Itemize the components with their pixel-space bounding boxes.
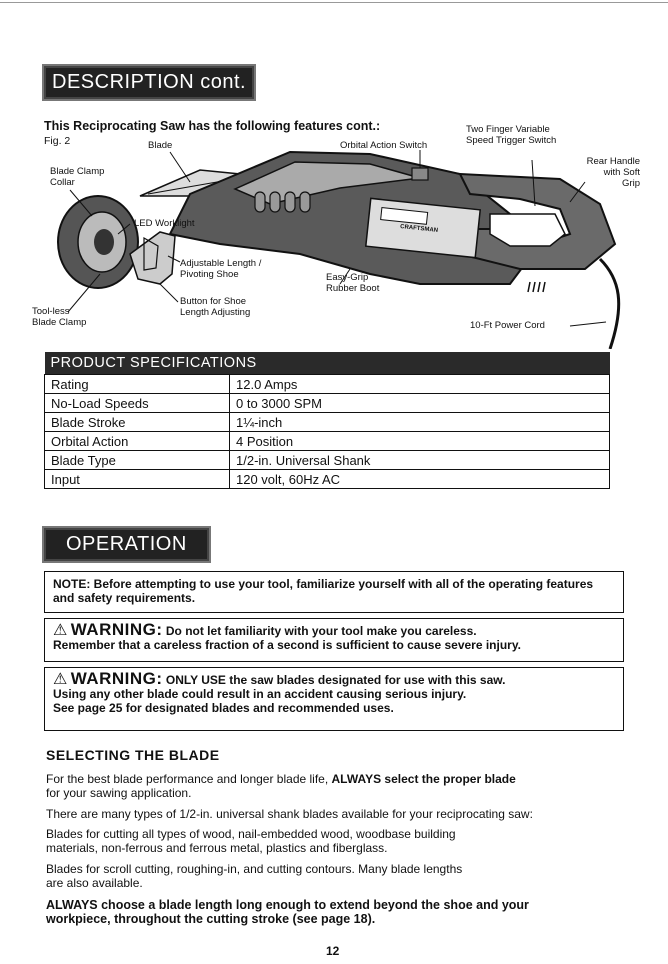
table-row xyxy=(45,375,610,394)
features-intro: This Reciprocating Saw has the following features cont.: xyxy=(44,119,381,133)
fig-label: Fig. 2 xyxy=(44,135,71,147)
spec-value: 120 volt, 60Hz AC xyxy=(230,470,610,489)
warning-heading: WARNING: xyxy=(70,669,163,688)
label-boot: Easy-Grip Rubber Boot xyxy=(326,272,380,294)
spec-name: Blade Stroke xyxy=(45,413,230,432)
label-rear-handle: Rear Handle with Soft Grip xyxy=(586,156,640,189)
spec-value: 12.0 Amps xyxy=(230,375,610,394)
selecting-paragraph-4: Blades for scroll cutting, roughing-in, and cutting contours. Many blade lengths are also available. xyxy=(46,862,463,890)
spec-name: Input xyxy=(45,470,230,489)
table-row xyxy=(45,432,610,451)
warning-lead: Do not let familiarity with your tool make you careless. xyxy=(165,624,477,638)
label-shoe-button: Button for Shoe Length Adjusting xyxy=(180,296,251,318)
warning-box-2 xyxy=(44,667,624,731)
warning-text-2: See page 25 for designated blades and recommended uses. xyxy=(53,701,394,715)
warning-box-1 xyxy=(44,618,624,662)
warning-text: Remember that a careless fraction of a second is sufficient to cause severe injury. xyxy=(53,638,521,652)
description-title: DESCRIPTION cont. xyxy=(42,64,256,101)
warning-text-1: Using any other blade could result in an accident causing serious injury. xyxy=(53,687,467,701)
table-row xyxy=(45,451,610,470)
label-shoe: Adjustable Length / Pivoting Shoe xyxy=(180,258,262,280)
saw-illustration xyxy=(40,134,640,349)
note-box xyxy=(44,571,624,613)
spec-value: 1/2-in. Universal Shank xyxy=(230,451,610,470)
label-trigger: Two Finger Variable Speed Trigger Switch xyxy=(466,124,557,146)
spec-value: 1¼-inch xyxy=(230,413,610,432)
specifications-title: PRODUCT SPECIFICATIONS xyxy=(45,352,610,375)
table-row xyxy=(45,470,610,489)
spec-name: Blade Type xyxy=(45,451,230,470)
selecting-paragraph-5: ALWAYS choose a blade length long enough to extend beyond the shoe and your workpiece, throughout the cutting stroke (see page 18). xyxy=(46,898,529,926)
table-row xyxy=(45,394,610,413)
note-text: NOTE: Before attempting to use your tool, familiarize yourself with all of the operating features and safety requirements. xyxy=(53,577,594,605)
page-number: 12 xyxy=(326,944,340,958)
selecting-paragraph-2: There are many types of 1/2-in. universal shank blades available for your reciprocating saw: xyxy=(46,807,533,821)
label-power-cord: 10-Ft Power Cord xyxy=(470,320,545,331)
selecting-paragraph-3: Blades for cutting all types of wood, nail-embedded wood, woodbase building materials, non-ferrous and ferrous metal, plastics and fiberglass. xyxy=(46,827,456,855)
spec-name: No-Load Speeds xyxy=(45,394,230,413)
label-orbital-switch: Orbital Action Switch xyxy=(340,140,428,151)
brand-logo: CRAFTSMAN xyxy=(399,224,439,234)
warning-icon: ⚠ xyxy=(53,622,68,639)
warning-lead: ONLY USE the saw blades designated for use with this saw. xyxy=(165,673,506,687)
warning-heading: WARNING: xyxy=(70,620,163,639)
table-row xyxy=(45,413,610,432)
warning-icon: ⚠ xyxy=(53,671,68,688)
spec-value: 0 to 3000 SPM xyxy=(230,394,610,413)
label-toolless-clamp: Tool-less Blade Clamp xyxy=(32,306,87,328)
selecting-heading: SELECTING THE BLADE xyxy=(46,747,220,763)
top-rule xyxy=(0,2,668,3)
spec-name: Rating xyxy=(45,375,230,394)
operation-title: OPERATION xyxy=(42,526,211,563)
label-blade: Blade xyxy=(148,140,173,151)
specifications-table xyxy=(44,352,610,489)
spec-value: 4 Position xyxy=(230,432,610,451)
spec-name: Orbital Action xyxy=(45,432,230,451)
label-led: LED Worklight xyxy=(134,218,195,229)
selecting-paragraph-1: For the best blade performance and longer blade life, ALWAYS select the proper blade for your sawing application. xyxy=(46,772,516,800)
label-blade-clamp-collar: Blade Clamp Collar xyxy=(50,166,105,188)
